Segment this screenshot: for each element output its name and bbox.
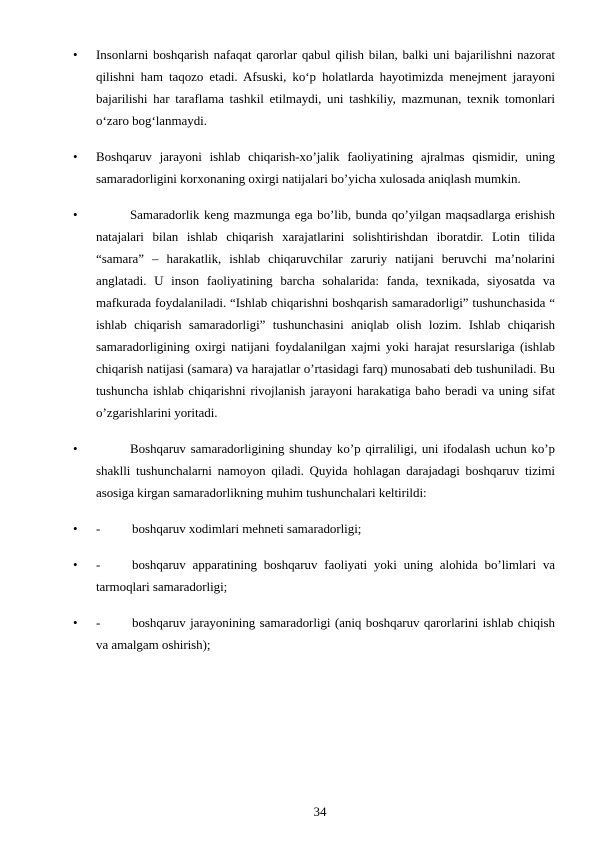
dash-marker: - xyxy=(96,521,101,536)
bullet-icon: • xyxy=(73,521,78,536)
bullet-icon: • xyxy=(73,207,78,222)
bullet-list xyxy=(73,44,555,670)
dash-item-text xyxy=(96,554,555,598)
dash-marker: - xyxy=(96,557,101,572)
dash-item-label: boshqaruv xodimlari mehneti samaradorligi; xyxy=(132,521,362,536)
dash-item-text xyxy=(96,518,555,540)
list-item xyxy=(73,612,555,656)
dash-item-text xyxy=(96,612,555,656)
bullet-icon: • xyxy=(73,615,78,630)
list-item xyxy=(73,554,555,598)
paragraph-text: Insonlarni boshqarish nafaqat qarorlar qabul qilish bilan, balki uni bajarilishni nazorat qilishni ham taqozo etadi. Afsuski, ko‘p holatlarda hayotimizda menejment jarayoni bajarilishi har taraflama tashkil etilmaydi, uni tashkiliy, mazmunan, texnik tomonlari o‘zaro bog‘lanmaydi. xyxy=(96,47,555,128)
bullet-icon: • xyxy=(73,441,78,456)
dash-item-label: boshqaruv jarayonining samaradorligi (aniq boshqaruv qarorlarini ishlab chiqish va amalgam oshirish); xyxy=(96,615,555,652)
list-item xyxy=(73,204,555,424)
bullet-icon: • xyxy=(73,557,78,572)
paragraph-text: Samaradorlik keng mazmunga ega bo’lib, bunda qo’yilgan maqsadlarga erishish natajalari bilan ishlab chiqarish xarajatlarini solishtirishdan iboratdir. Lotin tilida “samara” – harakatlik, ishlab chiqaruvchilar zaruriy natijani beruvchi ma’nolarini anglatadi. U inson faoliyatining barcha sohalarida: fanda, texnikada, siyosatda va mafkurada foydalaniladi. “Ishlab chiqarishni boshqarish samaradorligi” tushunchasida “ ishlab chiqarish samaradorligi” tushunchasini aniqlab olish lozim. Ishlab chiqarish samaradorligining oxirgi natijani foydalanilgan xajmi yoki harajat resurslariga (ishlab chiqarish natijasi (samara) va harajatlar o’rtasidagi farq) munosabati deb tushuniladi. Bu tushuncha ishlab chiqarishni rivojlanish jarayoni harakatiga baho beradi va uning sifat o’zgarishlarini yoritadi. xyxy=(96,207,555,420)
list-item xyxy=(73,438,555,504)
list-item xyxy=(73,146,555,190)
dash-marker: - xyxy=(96,615,101,630)
page-number: 34 xyxy=(313,804,327,819)
dash-item-label: boshqaruv apparatining boshqaruv faoliyati yoki uning alohida bo’limlari va tarmoqlari samaradorligi; xyxy=(96,557,555,594)
bullet-icon: • xyxy=(73,47,78,62)
paragraph-text: Boshqaruv samaradorligining shunday ko’p qirraliligi, uni ifodalash uchun ko’p shaklli tushunchalarni namoyon qiladi. Quyida hohlagan darajadagi boshqaruv tizimi asosiga kirgan samaradorlikning muhim tushunchalari keltirildi: xyxy=(96,441,555,500)
bullet-icon: • xyxy=(73,149,78,164)
paragraph-text: Boshqaruv jarayoni ishlab chiqarish-xo’jalik faoliyatining ajralmas qismidir, uning samaradorligini korxonaning oxirgi natijalari bo’yicha xulosada aniqlash mumkin. xyxy=(96,149,555,186)
list-item xyxy=(73,44,555,132)
list-item xyxy=(73,518,555,540)
